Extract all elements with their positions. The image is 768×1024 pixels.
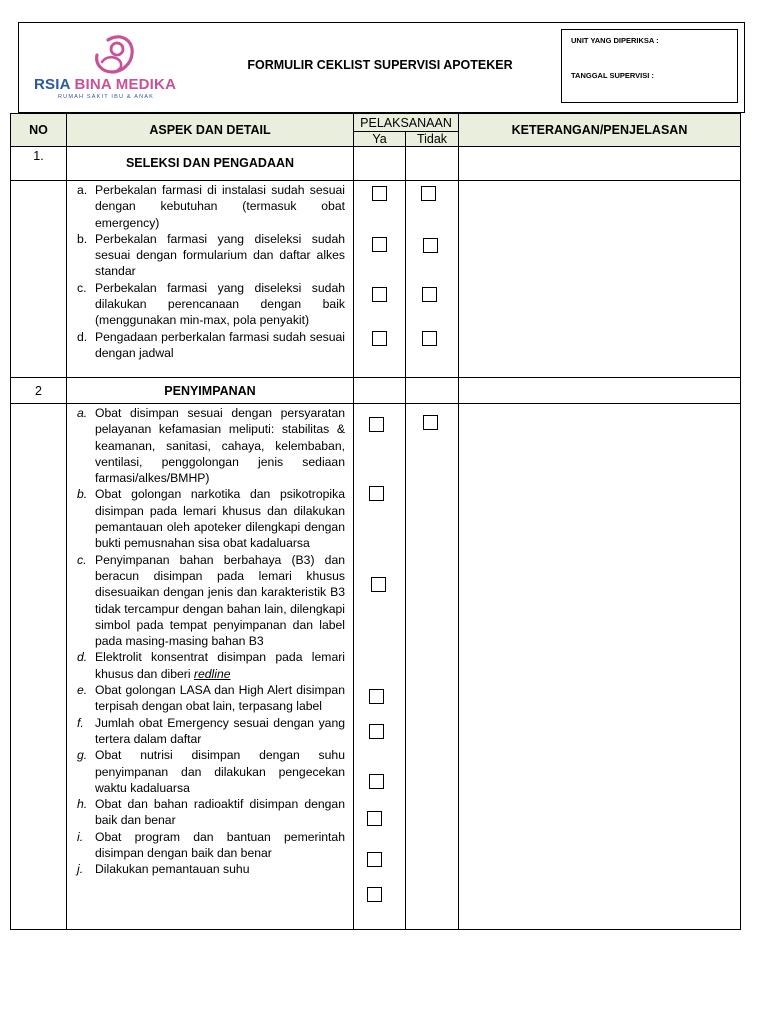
logo-subtitle: RUMAH SAKIT IBU & ANAK bbox=[58, 94, 154, 100]
keterangan-cell[interactable] bbox=[459, 404, 741, 930]
form-title: FORMULIR CEKLIST SUPERVISI APOTEKER bbox=[247, 58, 513, 72]
section-number: 2 bbox=[11, 378, 67, 404]
ya-checkbox[interactable] bbox=[372, 186, 387, 201]
ya-checkbox[interactable] bbox=[367, 852, 382, 867]
section-title: PENYIMPANAN bbox=[67, 378, 354, 404]
list-item: b. Obat golongan narkotika dan psikotropika disimpan pada lemari khusus dan dilakukan pemantauan oleh apoteker dilengkapi dengan bukti pemusnahan sisa obat kadaluarsa bbox=[77, 487, 345, 551]
list-item: c. Penyimpanan bahan berbahaya (B3) dan beracun disimpan pada lemari khusus disesuaikan dengan jenis dan karakteristik B3 tidak tercampur dengan bahan lain, dilengkapi simbol pada tempat penyimpanan dan label pada masing-masing bahan B3 bbox=[77, 552, 345, 649]
ya-checkbox[interactable] bbox=[372, 331, 387, 346]
col-tidak-header: Tidak bbox=[406, 132, 459, 147]
items-cell bbox=[67, 181, 354, 378]
list-item: a. Perbekalan farmasi di instalasi sudah sesuai dengan kebutuhan (termasuk obat emergency) bbox=[77, 183, 345, 230]
list-item: j. Dilakukan pemantauan suhu bbox=[77, 862, 250, 877]
section-title: SELEKSI DAN PENGADAAN bbox=[67, 147, 354, 181]
date-label: TANGGAL SUPERVISI : bbox=[571, 71, 654, 80]
col-keterangan-header: KETERANGAN/PENJELASAN bbox=[459, 114, 741, 147]
list-item: b. Perbekalan farmasi yang diseleksi sudah sesuai dengan formularium dan daftar alkes standar bbox=[77, 231, 345, 279]
ya-checkbox[interactable] bbox=[369, 417, 384, 432]
section-number: 1. bbox=[11, 147, 67, 181]
logo-name: RSIA BINA MEDIKA bbox=[34, 76, 177, 93]
ya-checkbox[interactable] bbox=[371, 577, 386, 592]
list-item: g. Obat nutrisi disimpan dengan suhu penyimpanan dan dilakukan pengecekan waktu kadaluarsa bbox=[77, 748, 345, 795]
tidak-checkbox[interactable] bbox=[422, 287, 437, 302]
list-item: i. Obat program dan bantuan pemerintah disimpan dengan baik dan benar bbox=[77, 829, 345, 861]
unit-info-box bbox=[561, 29, 738, 103]
list-item: a. Obat disimpan sesuai dengan persyaratan pelayanan kefamasian meliputi: stabilitas & keamanan, sanitasi, cahaya, kelembaban, ventilasi, penggolongan jenis sediaan farmasi/alkes/BMHP) bbox=[77, 406, 345, 486]
list-item: f. Jumlah obat Emergency sesuai dengan yang tertera dalam daftar bbox=[77, 715, 345, 746]
list-item: c. Perbekalan farmasi yang diseleksi sudah dilakukan perencanaan dengan baik (menggunakan min-max, pola penyakit) bbox=[77, 280, 345, 328]
ya-cell bbox=[354, 181, 406, 378]
items-cell bbox=[67, 404, 354, 930]
tidak-checkbox[interactable] bbox=[423, 238, 438, 253]
unit-label: UNIT YANG DIPERIKSA : bbox=[571, 36, 659, 45]
checklist-table bbox=[10, 113, 741, 930]
list-item: h. Obat dan bahan radioaktif disimpan dengan baik dan benar bbox=[77, 797, 345, 828]
ya-checkbox[interactable] bbox=[372, 287, 387, 302]
ya-cell bbox=[354, 404, 406, 930]
tidak-checkbox[interactable] bbox=[421, 186, 436, 201]
ya-checkbox[interactable] bbox=[367, 887, 382, 902]
ya-checkbox[interactable] bbox=[367, 811, 382, 826]
hospital-logo bbox=[28, 34, 198, 104]
tidak-cell bbox=[406, 404, 459, 930]
keterangan-cell[interactable] bbox=[459, 181, 741, 378]
ya-checkbox[interactable] bbox=[369, 724, 384, 739]
col-aspek-header: ASPEK DAN DETAIL bbox=[67, 114, 354, 147]
ya-checkbox[interactable] bbox=[369, 486, 384, 501]
tidak-checkbox[interactable] bbox=[422, 331, 437, 346]
list-item: d. Pengadaan perberkalan farmasi sudah sesuai dengan jadwal bbox=[77, 329, 345, 360]
section-row bbox=[11, 147, 741, 181]
tidak-cell bbox=[406, 181, 459, 378]
ya-checkbox[interactable] bbox=[369, 689, 384, 704]
mother-child-logo-icon bbox=[86, 34, 146, 78]
list-item: d. Elektrolit konsentrat disimpan pada lemari khusus dan diberi redline bbox=[77, 650, 345, 681]
redline-text: redline bbox=[193, 666, 231, 681]
col-ya-header: Ya bbox=[354, 132, 406, 147]
section-row bbox=[11, 378, 741, 404]
ya-checkbox[interactable] bbox=[369, 774, 384, 789]
list-item: e. Obat golongan LASA dan High Alert disimpan terpisah dengan obat lain, terpasang label bbox=[77, 683, 345, 714]
ya-checkbox[interactable] bbox=[372, 237, 387, 252]
col-no-header: NO bbox=[11, 114, 67, 147]
col-pelaksanaan-header: PELAKSANAAN bbox=[354, 114, 459, 132]
tidak-checkbox[interactable] bbox=[423, 415, 438, 430]
